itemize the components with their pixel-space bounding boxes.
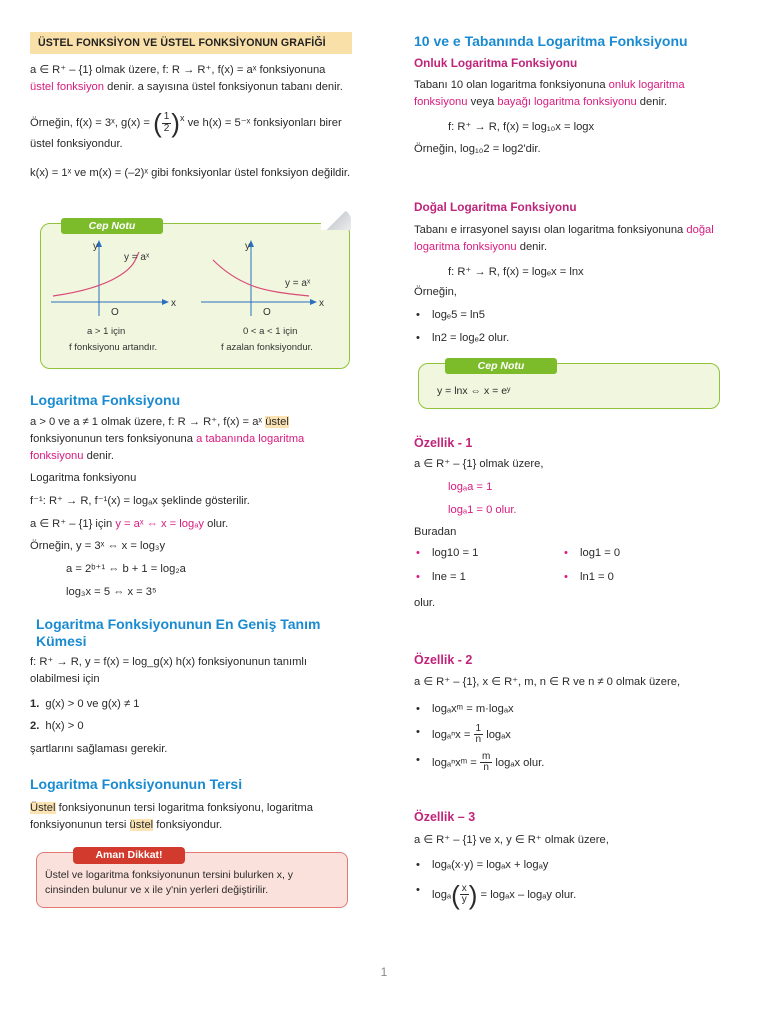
- curve-label-2: y = aˣ: [285, 278, 311, 289]
- list-item: • logₐⁿxᵐ = $\frac{m}{n}$ logₐx olur.: [414, 752, 730, 774]
- origin-1: O: [111, 307, 119, 318]
- exp-example-1: Örneğin, f(x) = 3ˣ, g(x) = ( $\frac{1}{2}$ )$^x$ ve h(x) = 5⁻ˣ fonksiyonları birer üstel fonksiyondur.: [30, 108, 342, 150]
- list-item: • ln1 = 0: [562, 569, 614, 586]
- inverse-body: Üstel fonksiyonunun tersi logaritma fonksiyonu, logaritma fonksiyonunun tersi üstel fonksiyondur.: [30, 802, 313, 831]
- page-number: 1: [380, 965, 388, 979]
- inverse-title: Logaritma Fonksiyonunun Tersi: [30, 776, 243, 792]
- log-function-title: Logaritma Fonksiyonu: [30, 392, 181, 408]
- curve-label-1: y = aˣ: [124, 252, 150, 263]
- fraction-one-half: $\frac{1}{2}$: [163, 111, 170, 134]
- list-item: • log10 = 1: [414, 545, 478, 562]
- exp-example-2: k(x) = 1ˣ ve m(x) = (–2)ˣ gibi fonksiyonlar üstel fonksiyon değildir.: [30, 167, 351, 179]
- y-label-1: y: [93, 241, 98, 252]
- origin-2: O: [263, 307, 271, 318]
- pocket-note-tag: Cep Notu: [445, 358, 557, 374]
- pocket-note-graphs: [40, 220, 350, 369]
- list-item: • logₐxᵐ = m·logₐx: [414, 701, 730, 718]
- warning-tag: Aman Dikkat!: [73, 847, 185, 864]
- natural-log-title: Doğal Logaritma Fonksiyonu: [414, 200, 577, 214]
- list-item: • logₐ(x·y) = logₐx + logₐy: [414, 857, 730, 874]
- common-log-title: Onluk Logaritma Fonksiyonu: [414, 56, 578, 70]
- property-2-title: Özellik - 2: [414, 653, 473, 667]
- common-log-body: Tabanı 10 olan logaritma fonksiyonuna onluk logaritma fonksiyonu veya bayağı logaritma fonksiyonu denir. f: R⁺ → R, f(x) = log₁₀x = logx Örneğin, log₁₀2 = log2'dir.: [414, 79, 685, 156]
- caption-1a: a > 1 için: [87, 326, 126, 337]
- list-item: • logₑ5 = ln5: [414, 307, 730, 324]
- pocket-note-tag: Cep Notu: [61, 218, 163, 234]
- property-1-title: Özellik - 1: [414, 436, 473, 450]
- caption-2b: f azalan fonksiyondur.: [221, 342, 313, 353]
- property-1-body: a ∈ R⁺ – {1} olmak üzere, logₐa = 1 logₐ1 = 0 olur. Buradan • log10 = 1 • log1 = 0 • lne = 1 • ln1 = 0 olur.: [414, 456, 730, 612]
- property-3-body: a ∈ R⁺ – {1} ve x, y ∈ R⁺ olmak üzere, • logₐ(x·y) = logₐx + logₐy • logₐ( $\frac{x}{y}$ ) = logₐx – logₐy olur.: [414, 832, 730, 908]
- exp-definition: a ∈ R⁺ – {1} olmak üzere, f: R → R⁺, f(x) = aˣ fonksiyonuna üstel fonksiyon denir. a sayısına üstel fonksiyonun tabanı denir.: [30, 64, 343, 93]
- list-item: • log1 = 0: [562, 545, 620, 562]
- property-3-title: Özellik – 3: [414, 810, 476, 824]
- list-item: • lne = 1: [414, 569, 466, 586]
- x-label-2: x: [319, 298, 324, 309]
- x-arrow-2: [310, 299, 317, 305]
- log-definition: a > 0 ve a ≠ 1 olmak üzere, f: R → R⁺, f(x) = aˣ üstel fonksiyonunun ters fonksiyonuna a tabanında logaritma fonksiyonu denir.: [30, 416, 305, 462]
- x-label-1: x: [171, 298, 176, 309]
- list-item: • ln2 = logₑ2 olur.: [414, 330, 730, 347]
- caption-1b: f fonksiyonu artandır.: [69, 342, 158, 353]
- list-item: • logₐ( $\frac{x}{y}$ ) = logₐx – logₐy olur.: [414, 882, 730, 908]
- section-header-exponential: ÜSTEL FONKSİYON VE ÜSTEL FONKSİYONUN GRAFİĞİ: [30, 32, 352, 54]
- exp-function-term: üstel fonksiyon: [30, 80, 105, 93]
- base10-e-title: 10 ve e Tabanında Logaritma Fonksiyonu: [414, 33, 688, 49]
- exp-graphs: [41, 224, 347, 364]
- domain-title: Logaritma Fonksiyonunun En Geniş Tanım Kümesi: [36, 616, 321, 649]
- y-label-2: y: [245, 241, 250, 252]
- property-2-body: a ∈ R⁺ – {1}, x ∈ R⁺, m, n ∈ R ve n ≠ 0 olmak üzere, • logₐxᵐ = m·logₐx • logₐⁿx = $\frac{1}{n}$ logₐx • logₐⁿxᵐ = $\frac{m}{n}$ logₐx olur.: [414, 674, 730, 774]
- natural-log-body: Tabanı e irrasyonel sayısı olan logaritma fonksiyonuna doğal logaritma fonksiyonu denir. f: R⁺ → R, f(x) = logₑx = lnx Örneğin, • logₑ5 = ln5 • ln2 = logₑ2 olur.: [414, 222, 730, 347]
- pocket-note-ln: Cep Notu y = lnx ⇔ x = eʸ: [418, 363, 720, 409]
- list-item: • logₐⁿx = $\frac{1}{n}$ logₐx: [414, 724, 730, 746]
- warning-box: Aman Dikkat! Üstel ve logaritma fonksiyonunun tersini bulurken x, y cinsinden bulunur ve x ile y'nin yerleri değiştirilir.: [36, 852, 348, 908]
- x-arrow-1: [162, 299, 169, 305]
- log-notation: Logaritma fonksiyonu f⁻¹: R⁺ → R, f⁻¹(x) = logₐx şeklinde gösterilir. a ∈ R⁺ – {1} için y = aˣ ⇔ x = logₐy olur. Örneğin, y = 3ˣ ⇔ x = log₃y a = 2ᵇ⁺¹ ⇔ b + 1 = log₂a log₃x = 5 ⇔ x = 3⁵: [30, 472, 250, 598]
- domain-body: f: R⁺ → R, y = f(x) = log_g(x) h(x) fonksiyonunun tanımlı olabilmesi için 1. g(x) > 0 ve g(x) ≠ 1 2. h(x) > 0 şartlarını sağlaması gerekir.: [30, 656, 307, 756]
- caption-2a: 0 < a < 1 için: [243, 326, 298, 337]
